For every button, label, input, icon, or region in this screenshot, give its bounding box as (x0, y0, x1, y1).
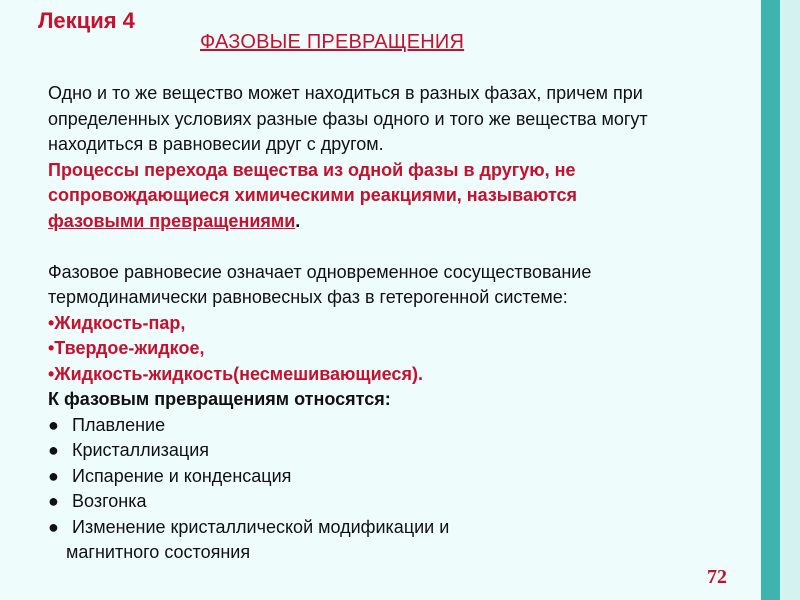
slide-number: 72 (707, 566, 727, 588)
definition-line: сопровождающиеся химическими реакциями, называются (48, 185, 578, 205)
transformation-continuation: магнитного состояния (66, 542, 251, 562)
intro-line: находиться в равновесии друг с другом. (48, 134, 384, 154)
equilibrium-line: Фазовое равновесие означает одновременное сосуществование (48, 261, 592, 282)
definition-line: Процессы перехода вещества из одной фазы в другую, не (48, 159, 576, 180)
transformations-heading: К фазовым превращениям относятся: (48, 389, 391, 409)
bullet-icon: ● (48, 491, 59, 511)
transformation-item (48, 489, 788, 515)
transformation-label: Кристаллизация (72, 440, 210, 460)
transformation-item (48, 438, 788, 464)
bullet-icon: ● (48, 440, 59, 460)
transformation-item (48, 413, 788, 439)
lecture-label: Лекция 4 (38, 8, 135, 33)
transformation-label: Плавление (72, 414, 166, 435)
transformation-item (48, 515, 788, 541)
definition-term-line (48, 209, 788, 235)
bullet-icon: ● (48, 516, 59, 537)
transformation-label: Изменение кристаллической модификации и (72, 516, 450, 537)
transformation-item (48, 464, 788, 490)
equilibrium-type-item: •Жидкость-жидкость(несмешивающиеся). (48, 363, 423, 384)
spacer (48, 234, 788, 260)
intro-line: определенных условиях разные фазы одного и того же вещества могут (48, 108, 648, 129)
slide-title: ФАЗОВЫЕ ПРЕВРАЩЕНИЯ (200, 31, 465, 53)
equilibrium-type-item: •Жидкость-пар, (48, 312, 186, 333)
intro-line: Одно и то же вещество может находиться в разных фазах, причем при (48, 83, 643, 103)
transformation-label: Испарение и конденсация (72, 465, 292, 486)
transformation-label: Возгонка (72, 491, 147, 511)
definition-period: . (295, 210, 301, 231)
equilibrium-type-item: •Твердое-жидкое, (48, 338, 205, 358)
bullet-icon: ● (48, 414, 59, 435)
slide-body (48, 81, 788, 566)
definition-term: фазовыми превращениями (48, 210, 296, 231)
bullet-icon: ● (48, 465, 59, 486)
equilibrium-line: термодинамически равновесных фаз в гетерогенной системе: (48, 287, 568, 307)
